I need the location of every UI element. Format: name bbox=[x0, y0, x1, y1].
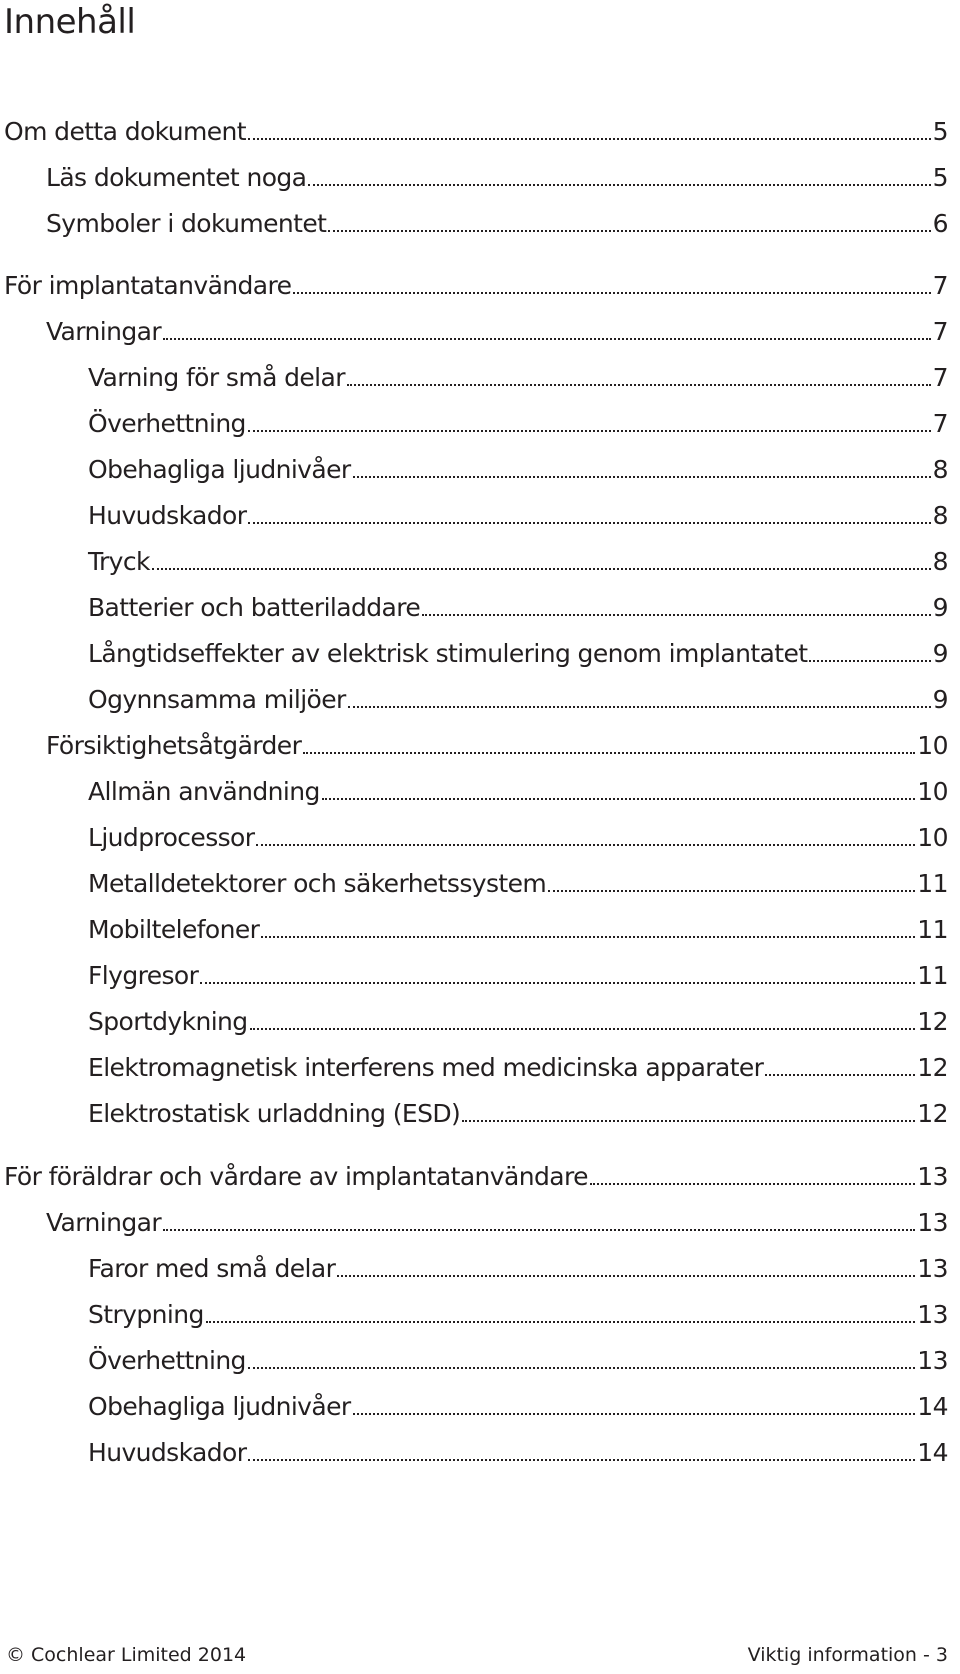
toc-leader-dots bbox=[152, 568, 931, 570]
toc-entry-page-number: 9 bbox=[932, 593, 948, 622]
toc-entry-page-number: 10 bbox=[917, 777, 948, 806]
toc-entry-label: Om detta dokument bbox=[4, 117, 246, 146]
toc-entry[interactable] bbox=[46, 1204, 948, 1238]
toc-entry-label: Huvudskador bbox=[88, 501, 247, 530]
toc-entry[interactable] bbox=[88, 1003, 948, 1037]
toc-entry[interactable] bbox=[46, 727, 948, 761]
toc-entry-page-number: 13 bbox=[917, 1254, 948, 1283]
toc-entry[interactable] bbox=[88, 773, 948, 807]
toc-entry-page-number: 10 bbox=[917, 731, 948, 760]
toc-entry-page-number: 11 bbox=[917, 915, 948, 944]
toc-leader-dots bbox=[337, 1275, 915, 1277]
toc-leader-dots bbox=[248, 1367, 915, 1369]
page-footer bbox=[0, 1642, 960, 1672]
toc-entry-page-number: 14 bbox=[917, 1438, 948, 1467]
toc-entry-page-number: 8 bbox=[932, 501, 948, 530]
toc-leader-dots bbox=[809, 660, 930, 662]
toc-entry-label: För föräldrar och vårdare av implantatanvändare bbox=[4, 1162, 588, 1191]
toc-entry[interactable] bbox=[88, 451, 948, 485]
toc-entry[interactable] bbox=[88, 911, 948, 945]
toc-entry[interactable] bbox=[46, 205, 948, 239]
toc-entry[interactable] bbox=[88, 1250, 948, 1284]
toc-entry-page-number: 7 bbox=[932, 409, 948, 438]
toc-entry-page-number: 8 bbox=[932, 455, 948, 484]
toc-entry-page-number: 7 bbox=[932, 271, 948, 300]
toc-entry-label: Elektrostatisk urladdning (ESD) bbox=[88, 1099, 461, 1128]
toc-entry-page-number: 9 bbox=[932, 685, 948, 714]
toc-leader-dots bbox=[462, 1120, 915, 1122]
toc-entry-label: Överhettning bbox=[88, 409, 246, 438]
toc-entry-page-number: 8 bbox=[932, 547, 948, 576]
toc-entry-label: Allmän användning bbox=[88, 777, 320, 806]
toc-entry-page-number: 13 bbox=[917, 1208, 948, 1237]
toc-leader-dots bbox=[422, 614, 930, 616]
toc-leader-dots bbox=[248, 1459, 915, 1461]
toc-leader-dots bbox=[328, 230, 930, 232]
toc-leader-dots bbox=[308, 184, 930, 186]
toc-leader-dots bbox=[322, 798, 915, 800]
toc-entry[interactable] bbox=[4, 267, 948, 301]
toc-leader-dots bbox=[200, 982, 915, 984]
toc-entry[interactable] bbox=[88, 1049, 948, 1083]
toc-leader-dots bbox=[765, 1074, 915, 1076]
toc-entry[interactable] bbox=[88, 957, 948, 991]
toc-leader-dots bbox=[256, 844, 915, 846]
toc-entry-label: För implantatanvändare bbox=[4, 271, 292, 300]
toc-entry-label: Tryck bbox=[88, 547, 150, 576]
toc-entry-label: Läs dokumentet noga bbox=[46, 163, 307, 192]
toc-entry-label: Ogynnsamma miljöer bbox=[88, 685, 346, 714]
toc-entry-page-number: 9 bbox=[932, 639, 948, 668]
toc-entry-label: Sportdykning bbox=[88, 1007, 248, 1036]
toc-entry-label: Batterier och batteriladdare bbox=[88, 593, 421, 622]
toc-entry-page-number: 12 bbox=[917, 1053, 948, 1082]
toc-entry[interactable] bbox=[88, 819, 948, 853]
toc-entry-page-number: 14 bbox=[917, 1392, 948, 1421]
toc-entry-page-number: 10 bbox=[917, 823, 948, 852]
toc-entry-label: Ljudprocessor bbox=[88, 823, 255, 852]
toc-entry[interactable] bbox=[88, 635, 948, 669]
toc-entry-label: Strypning bbox=[88, 1300, 204, 1329]
toc-entry[interactable] bbox=[88, 1296, 948, 1330]
toc-entry-page-number: 12 bbox=[917, 1099, 948, 1128]
toc-entry-label: Metalldetektorer och säkerhetssystem bbox=[88, 869, 547, 898]
toc-entry-page-number: 12 bbox=[917, 1007, 948, 1036]
toc-entry-page-number: 13 bbox=[917, 1346, 948, 1375]
footer-copyright: © Cochlear Limited 2014 bbox=[6, 1644, 247, 1666]
toc-leader-dots bbox=[353, 476, 931, 478]
toc-entry-label: Långtidseffekter av elektrisk stimulering genom implantatet bbox=[88, 639, 808, 668]
toc-entry[interactable] bbox=[88, 359, 948, 393]
toc-entry[interactable] bbox=[4, 113, 948, 147]
toc-entry[interactable] bbox=[88, 543, 948, 577]
toc-entry-label: Varning för små delar bbox=[88, 363, 345, 392]
toc-entry-label: Obehagliga ljudnivåer bbox=[88, 1392, 351, 1421]
toc-entry[interactable] bbox=[46, 313, 948, 347]
toc-leader-dots bbox=[347, 384, 931, 386]
toc-entry[interactable] bbox=[88, 405, 948, 439]
toc-leader-dots bbox=[261, 936, 915, 938]
toc-entry-label: Huvudskador bbox=[88, 1438, 247, 1467]
toc-entry-label: Faror med små delar bbox=[88, 1254, 336, 1283]
toc-entry[interactable] bbox=[88, 589, 948, 623]
toc-entry-page-number: 13 bbox=[917, 1162, 948, 1191]
toc-entry-label: Försiktighetsåtgärder bbox=[46, 731, 302, 760]
toc-leader-dots bbox=[303, 752, 915, 754]
toc-entry-page-number: 5 bbox=[932, 163, 948, 192]
toc-entry-label: Flygresor bbox=[88, 961, 199, 990]
toc-entry-page-number: 13 bbox=[917, 1300, 948, 1329]
toc-leader-dots bbox=[250, 1028, 916, 1030]
toc-entry[interactable] bbox=[88, 497, 948, 531]
toc-entry-label: Varningar bbox=[46, 317, 162, 346]
toc-leader-dots bbox=[293, 292, 930, 294]
toc-leader-dots bbox=[348, 706, 931, 708]
toc-entry[interactable] bbox=[88, 865, 948, 899]
toc-leader-dots bbox=[163, 1229, 915, 1231]
toc-entry-label: Symboler i dokumentet bbox=[46, 209, 327, 238]
toc-entry-page-number: 5 bbox=[932, 117, 948, 146]
toc-leader-dots bbox=[590, 1183, 915, 1185]
toc-entry-page-number: 11 bbox=[917, 869, 948, 898]
toc-leader-dots bbox=[206, 1321, 915, 1323]
toc-entry-label: Varningar bbox=[46, 1208, 162, 1237]
toc-entry-page-number: 11 bbox=[917, 961, 948, 990]
toc-entry-label: Mobiltelefoner bbox=[88, 915, 260, 944]
toc-entry-page-number: 6 bbox=[932, 209, 948, 238]
toc-entry[interactable] bbox=[46, 159, 948, 193]
toc-entry[interactable] bbox=[88, 681, 948, 715]
toc-entry-label: Elektromagnetisk interferens med medicinska apparater bbox=[88, 1053, 764, 1082]
toc-entry[interactable] bbox=[4, 1158, 948, 1192]
toc-entry[interactable] bbox=[88, 1434, 948, 1468]
toc-entry[interactable] bbox=[88, 1342, 948, 1376]
footer-page-label: Viktig information - 3 bbox=[747, 1644, 948, 1666]
toc-entry-page-number: 7 bbox=[932, 317, 948, 346]
toc-entry[interactable] bbox=[88, 1388, 948, 1422]
toc-entry[interactable] bbox=[88, 1095, 948, 1129]
toc-leader-dots bbox=[248, 430, 931, 432]
toc-leader-dots bbox=[353, 1413, 916, 1415]
toc-leader-dots bbox=[163, 338, 931, 340]
toc-leader-dots bbox=[248, 138, 931, 140]
toc-leader-dots bbox=[548, 890, 915, 892]
toc-entry-label: Obehagliga ljudnivåer bbox=[88, 455, 351, 484]
toc-entry-page-number: 7 bbox=[932, 363, 948, 392]
toc-entry-label: Överhettning bbox=[88, 1346, 246, 1375]
toc-leader-dots bbox=[248, 522, 930, 524]
page-title: Innehåll bbox=[4, 2, 136, 42]
